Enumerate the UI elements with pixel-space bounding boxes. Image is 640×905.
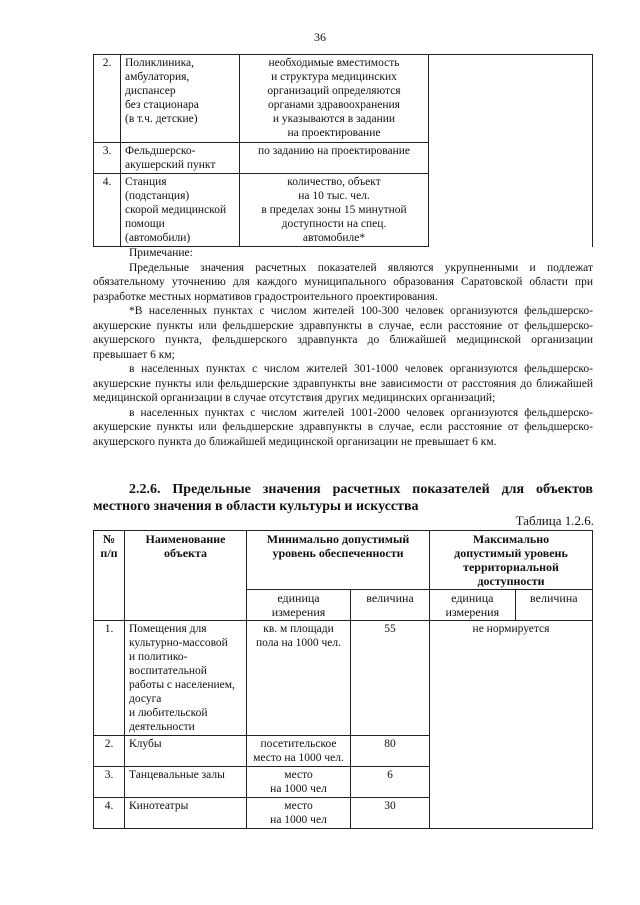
- row-number: 1.: [94, 621, 125, 736]
- section-heading: 2.2.6. Предельные значения расчетных показателей для объектов местного значения в области культуры и искусства: [93, 482, 593, 514]
- header-name: Наименование объекта: [125, 531, 247, 621]
- unit: место на 1000 чел: [247, 798, 351, 829]
- note-paragraph: *В населенных пунктах с числом жителей 100-300 человек организуются фельдшерско-акушерские пункты или фельдшерские здравпункты в случае, если расстояние от фельдшерско-акушерского пункта, фельдшерского здравпункта до ближайшей медицинской организации превышает 6 км;: [93, 305, 593, 361]
- page-number: 36: [314, 30, 326, 44]
- object-name: Танцевальные залы: [125, 767, 247, 798]
- value: 30: [351, 798, 430, 829]
- header-value: величина: [515, 590, 592, 621]
- requirement: по заданию на проектирование: [240, 143, 429, 174]
- row-number: 4.: [94, 798, 125, 829]
- not-regulated: не нормируется: [430, 621, 593, 829]
- row-number: 4.: [94, 174, 121, 247]
- unit: посетительское место на 1000 чел.: [247, 736, 351, 767]
- requirement: количество, объект на 10 тыс. чел. в пределах зоны 15 минутной доступности на спец. автомобиле*: [240, 174, 429, 247]
- note-paragraph: в населенных пунктах с числом жителей 301-1000 человек организуются фельдшерско-акушерские пункты или фельдшерские здравпункты вне зависимости от расстояния до ближайшей медицинской организации в случае отсутствия других медицинских организаций;: [93, 363, 593, 404]
- object-name: Фельдшерско- акушерский пункт: [121, 143, 240, 174]
- object-name: Помещения для культурно-массовой и политико- воспитательной работы с населением, досуга и любительской деятельности: [125, 621, 247, 736]
- object-name: Кинотеатры: [125, 798, 247, 829]
- header-unit: единица измерения: [247, 590, 351, 621]
- value: 80: [351, 736, 430, 767]
- header-unit: единица измерения: [430, 590, 516, 621]
- empty-cell: [429, 55, 593, 247]
- object-name: Поликлиника, амбулатория, диспансер без стационара (в т.ч. детские): [121, 55, 240, 143]
- header-row: [94, 531, 593, 590]
- header-value: величина: [351, 590, 430, 621]
- table-row: [94, 621, 593, 736]
- culture-table: [93, 530, 593, 829]
- row-number: 3.: [94, 143, 121, 174]
- row-number: 2.: [94, 55, 121, 143]
- row-number: 2.: [94, 736, 125, 767]
- value: 6: [351, 767, 430, 798]
- object-name: Станция (подстанция) скорой медицинской помощи (автомобили): [121, 174, 240, 247]
- value: 55: [351, 621, 430, 736]
- header-max-level: Максимально допустимый уровень территориальной доступности: [430, 531, 593, 590]
- row-number: 3.: [94, 767, 125, 798]
- table-caption: Таблица 1.2.6.: [515, 513, 594, 528]
- note-title: Примечание:: [129, 247, 193, 259]
- note-block: [93, 246, 593, 449]
- unit: кв. м площади пола на 1000 чел.: [247, 621, 351, 736]
- object-name: Клубы: [125, 736, 247, 767]
- note-paragraph: в населенных пунктах с числом жителей 1001-2000 человек организуются фельдшерско-акушерские пункты или фельдшерские здравпункты в случае, если расстояние от фельдшерско-акушерского пункта до ближайшей медицинской организации не превышает 6 км.: [93, 406, 593, 448]
- healthcare-table: [93, 54, 593, 247]
- table-row: [94, 55, 593, 143]
- unit: место на 1000 чел: [247, 767, 351, 798]
- header-min-level: Минимально допустимый уровень обеспеченности: [247, 531, 430, 590]
- requirement: необходимые вместимость и структура медицинских организаций определяются органами здравоохранения и указываются в задании на проектирование: [240, 55, 429, 143]
- header-num: № п/п: [94, 531, 125, 621]
- note-paragraph: Предельные значения расчетных показателей являются укрупненными и подлежат обязательному уточнению для каждого муниципального образования Саратовской области при разработке местных нормативов градостроительного проектирования.: [93, 261, 593, 303]
